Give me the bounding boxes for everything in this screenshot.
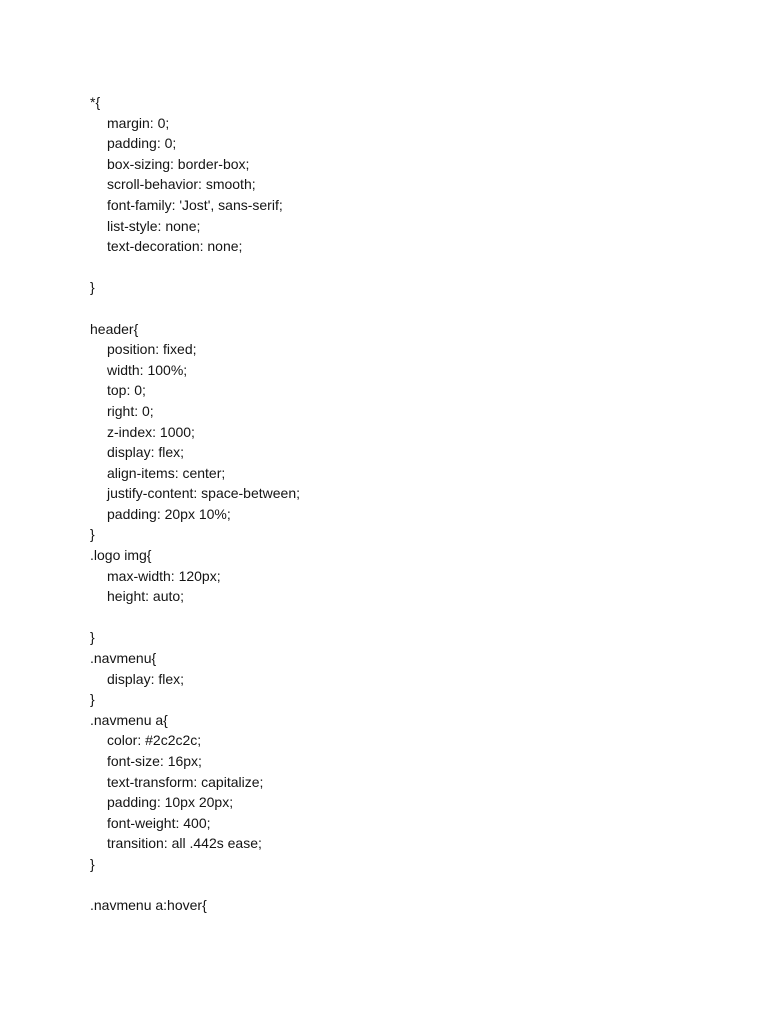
- code-line: .navmenu{: [90, 650, 157, 667]
- code-line: font-family: 'Jost', sans-serif;: [107, 196, 283, 213]
- code-line: font-size: 16px;: [107, 753, 202, 769]
- document-page: [90, 92, 730, 916]
- code-line: }: [90, 691, 95, 708]
- blank-line: [90, 607, 730, 628]
- code-line: }: [90, 629, 95, 646]
- code-line: top: 0;: [107, 382, 146, 399]
- blank-line: [90, 257, 730, 278]
- code-line: display: flex;: [107, 444, 185, 461]
- code-line: height: auto;: [107, 588, 185, 605]
- code-line: text-transform: capitalize;: [107, 773, 264, 790]
- code-line: *{: [90, 94, 101, 110]
- code-line: padding: 20px 10%;: [107, 505, 231, 522]
- code-line: color: #2c2c2c;: [107, 732, 202, 749]
- code-line: transition: all .442s ease;: [107, 835, 262, 852]
- code-line: }: [90, 855, 95, 872]
- code-line: margin: 0;: [107, 114, 170, 131]
- code-line: padding: 10px 20px;: [107, 794, 234, 811]
- code-line: justify-content: space-between;: [107, 485, 300, 502]
- code-line: list-style: none;: [107, 217, 201, 234]
- code-line: right: 0;: [107, 402, 154, 419]
- code-line: width: 100%;: [107, 361, 188, 378]
- code-line: .navmenu a{: [90, 711, 168, 728]
- code-line: .logo img{: [90, 547, 152, 564]
- code-line: header{: [90, 320, 139, 337]
- code-line: display: flex;: [107, 670, 185, 687]
- code-line: box-sizing: border-box;: [107, 155, 250, 172]
- code-line: }: [90, 526, 95, 543]
- blank-line: [90, 298, 730, 319]
- code-line: max-width: 120px;: [107, 567, 221, 584]
- code-line: position: fixed;: [107, 341, 197, 358]
- code-line: }: [90, 279, 95, 296]
- code-line: .navmenu a:hover{: [90, 897, 207, 914]
- code-line: font-weight: 400;: [107, 814, 211, 831]
- code-line: align-items: center;: [107, 464, 226, 481]
- code-line: text-decoration: none;: [107, 238, 243, 255]
- code-line: padding: 0;: [107, 135, 177, 152]
- code-line: scroll-behavior: smooth;: [107, 176, 256, 193]
- code-line: z-index: 1000;: [107, 423, 195, 440]
- blank-line: [90, 875, 730, 896]
